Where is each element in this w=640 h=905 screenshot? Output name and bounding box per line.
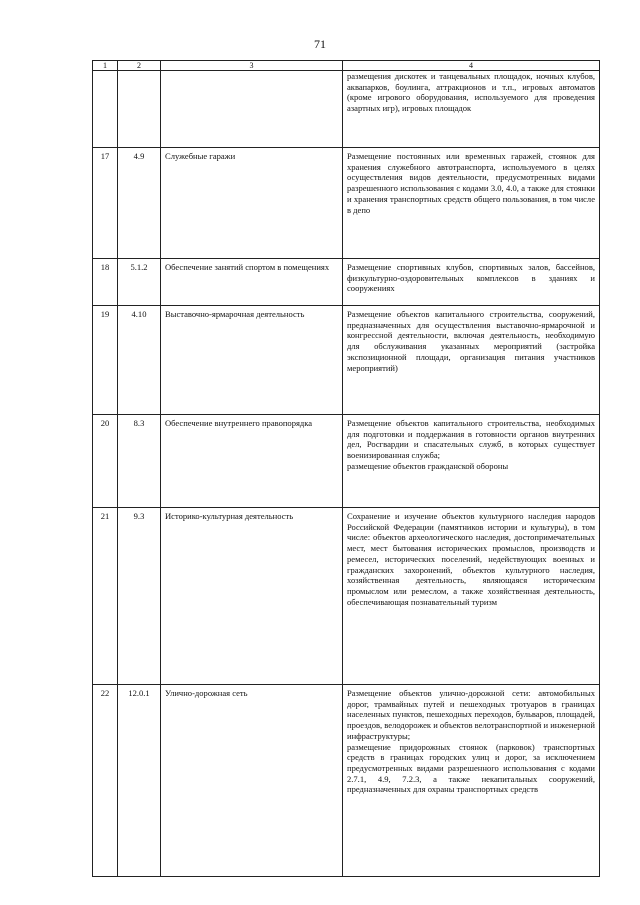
table-row [93, 259, 600, 306]
table-row-continuation [93, 71, 600, 148]
land-use-table [92, 60, 600, 877]
row-description: Размещение постоянных или временных гаражей, стоянок для хранения служебного автотранспорта, используемого в целях осуществления видов деятельности, предусмотренных видами разрешенного использования с кодами 3.0, 4.0, а также для стоянки и хранения транспортных средств общего пользования, в том числе в депо [347, 151, 595, 215]
row-name: Выставочно-ярмарочная деятельность [165, 309, 305, 319]
row-code: 12.0.1 [118, 685, 161, 877]
table-row [93, 148, 600, 259]
row-description: Размещение спортивных клубов, спортивных залов, бассейнов, физкультурно-оздоровительных комплексов в зданиях и сооружениях [347, 262, 595, 294]
row-description: размещения дискотек и танцевальных площадок, ночных клубов, аквапарков, боулинга, аттракционов и т.п., игровых автоматов (кроме игрового оборудования, используемого для проведения азартных игр), игровых площадок [347, 71, 595, 114]
row-name: Служебные гаражи [165, 151, 236, 161]
page-number: 71 [314, 37, 326, 51]
row-number: 17 [93, 148, 118, 259]
column-header-1: 1 [93, 61, 118, 71]
column-header-3: 3 [161, 61, 343, 71]
row-code: 4.9 [118, 148, 161, 259]
table-row [93, 508, 600, 685]
row-number: 20 [93, 415, 118, 508]
table-header-row [93, 61, 600, 71]
row-number: 22 [93, 685, 118, 877]
row-name: Историко-культурная деятельность [165, 511, 294, 521]
row-code: 5.1.2 [118, 259, 161, 306]
row-description: Сохранение и изучение объектов культурного наследия народов Российской Федерации (памятников истории и культуры), в том числе: объектов археологического наследия, достопримечательных мест, мест бытования исторических промыслов, производств и ремесел, исторических поселений, недействующих военных и гражданских захоронений, объектов культурного наследия, хозяйственная деятельность, являющаяся историческим промыслом или ремеслом, а также хозяйственная деятельность, обеспечивающая познавательный туризм [347, 511, 595, 607]
column-header-2: 2 [118, 61, 161, 71]
row-number: 21 [93, 508, 118, 685]
row-number: 18 [93, 259, 118, 306]
row-name: Обеспечение занятий спортом в помещениях [165, 262, 330, 272]
table-row [93, 306, 600, 415]
column-header-4: 4 [343, 61, 600, 71]
row-description: Размещение объектов капитального строительства, сооружений, предназначенных для осуществления выставочно-ярмарочной и конгрессной деятельности, включая деятельность, необходимую для обслуживания указанных мероприятий (застройка экспозиционной площади, организация питания участников мероприятий) [347, 309, 595, 373]
row-code: 9.3 [118, 508, 161, 685]
table-row [93, 415, 600, 508]
table-row [93, 685, 600, 877]
row-name: Обеспечение внутреннего правопорядка [165, 418, 313, 428]
row-name: Улично-дорожная сеть [165, 688, 248, 698]
row-code: 8.3 [118, 415, 161, 508]
row-description: Размещение объектов капитального строительства, необходимых для подготовки и поддержания в готовности органов внутренних дел, Росгвардии и спасательных служб, в которых существует военизированная служба; размещение объектов гражданской обороны [347, 418, 595, 471]
row-description: Размещение объектов улично-дорожной сети: автомобильных дорог, трамвайных путей и пешеходных тротуаров в границах населенных пунктов, пешеходных переходов, бульваров, площадей, проездов, велодорожек и объектов велотранспортной и инженерной инфраструктуры; размещение придорожных стоянок (парковок) транспортных средств в границах городских улиц и дорог, за исключением предусмотренных видами разрешенного использования с кодами 2.7.1, 4.9, 7.2.3, а также некапитальных сооружений, предназначенных для охраны транспортных средств [347, 688, 595, 795]
row-number: 19 [93, 306, 118, 415]
row-code: 4.10 [118, 306, 161, 415]
